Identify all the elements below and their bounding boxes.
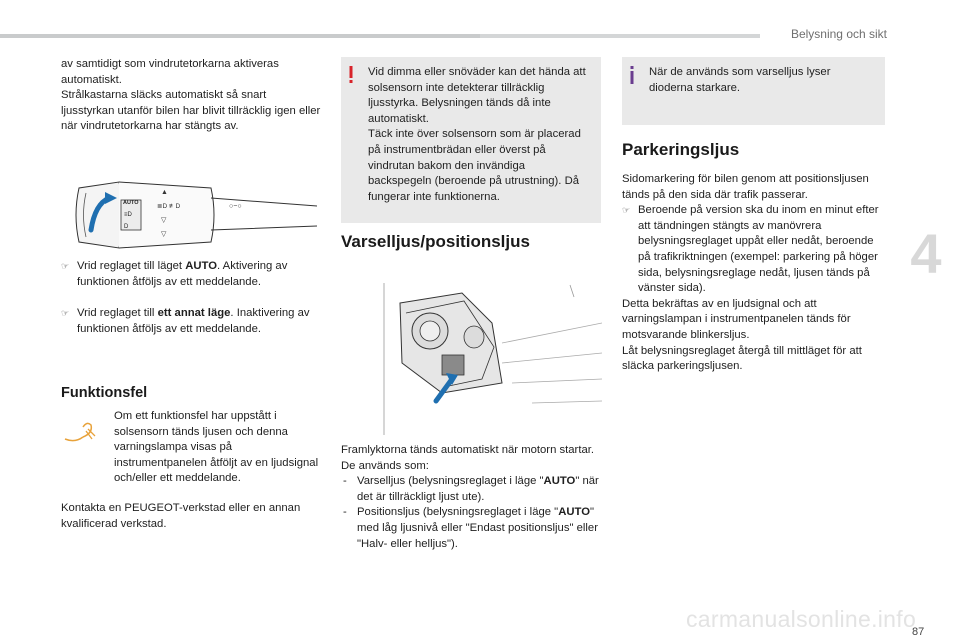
- pointer-bullet-icon: ☞: [622, 205, 631, 216]
- header-rule: [0, 34, 480, 38]
- dash-daytime: - Varselljus (belysningsreglaget i läge "AUTO" när det är tillräckligt ljust ute).: [343, 475, 599, 503]
- pointer-bullet-icon: ☞: [61, 261, 70, 271]
- svg-text:▲: ▲: [161, 189, 168, 196]
- stalk-bullets: [61, 259, 319, 337]
- pointer-bullet-icon: ☞: [61, 308, 70, 319]
- intro-text-1: av samtidigt som vindrutetorkarna aktiveras automatiskt.: [61, 58, 279, 86]
- svg-text:D: D: [124, 224, 129, 230]
- svg-text:▽: ▽: [161, 231, 167, 238]
- parking-para-1: Sidomarkering för bilen genom att positionsljusen tänds på den sida där trafik passerar.: [622, 173, 869, 201]
- daytime-para-1: Framlyktorna tänds automatiskt när motorn startar.: [341, 444, 595, 456]
- svg-text:≡D: ≡D: [124, 212, 132, 218]
- warning-exclamation-icon: [347, 66, 355, 84]
- intro-text-2: Strålkastarna släcks automatiskt så snart ljusstyrkan utanför bilen har blivit tillräcklig igen eller när vindrutetorkarna har stängts av.: [61, 89, 321, 133]
- header-rule-right: [480, 34, 760, 38]
- warning-box: [341, 57, 601, 223]
- svg-text:○−○: ○−○: [229, 203, 242, 210]
- svg-text:≣D ≢D: ≣D ≢D: [157, 203, 181, 210]
- daytime-para-2: De används som:: [341, 459, 429, 472]
- info-i-icon: [628, 66, 636, 84]
- parking-para-3: Låt belysningsreglaget återgå till mittläget för att släcka parkeringsljusen.: [622, 344, 862, 373]
- daytime-lights-heading: Varselljus/positionsljus: [341, 232, 530, 251]
- parking-para-2: Detta bekräftas av en ljudsignal och att varningslampan i instrumentpanelen tänds för motsvarande blinkersljus.: [622, 297, 851, 341]
- parking-bullet: ☞ Beroende på version ska du inom en minut efter att tändningen stängts av manövrera belysningsreglaget uppåt eller nedåt, beroende på trafikriktningen (exempel: parkering på höger sida, belysningsreglage nedåt, ljusen tänds på vänster sida).: [622, 204, 879, 295]
- contact-text: Kontakta en PEUGEOT-verkstad eller en annan kvalificerad verkstad.: [61, 502, 301, 530]
- section-title: Belysning och sikt: [790, 27, 887, 41]
- info-text: När de används som varselljus lyser dioderna starkare.: [649, 66, 831, 94]
- column-left: [61, 57, 321, 135]
- fault-block: [61, 409, 321, 499]
- bullet-other: ☞ Vrid reglaget till ett annat läge. Inaktivering av funktionen åtföljs av ett meddelande.: [61, 307, 310, 335]
- parking-lights-heading: Parkeringsljus: [622, 140, 740, 159]
- dash-position: - Positionsljus (belysningsreglaget i läge "AUTO" med låg ljusnivå eller "Endast positionsljus" eller "Halv- eller helljus").: [343, 506, 598, 550]
- watermark: carmanualsonline.info: [686, 606, 917, 632]
- warning-text-1: Vid dimma eller snöväder kan det hända att solsensorn inte detekterar tillräcklig ljusstyrka. Belysningen tänds då inte automatiskt.: [368, 66, 586, 125]
- daytime-lights-text: [341, 443, 601, 552]
- auto-label: AUTO: [123, 200, 139, 206]
- warning-text-2: Täck inte över solsensorn som är placerad på instrumentbrädan eller överst på vindrutan bakom den invändiga backspegeln (beroende på utrustning). Då fungerar inte funktionerna.: [368, 128, 581, 203]
- bullet-auto: ☞ Vrid reglaget till läget AUTO. Aktivering av funktionen åtföljs av ett meddelande.: [61, 260, 288, 288]
- page-number: 87: [912, 626, 925, 638]
- warning-lamp-headlight-icon: [61, 417, 99, 447]
- svg-text:▽: ▽: [161, 217, 167, 224]
- lighting-stalk-illustration: [61, 168, 319, 263]
- headlamp-illustration: [382, 283, 602, 435]
- chapter-number: 4: [910, 222, 942, 285]
- fault-text: Om ett funktionsfel har uppstått i solsensorn tänds ljusen och denna varningslampa visas på instrumentpanelen åtföljt av en ljudsignal och/eller ett meddelande.: [114, 410, 319, 485]
- fault-heading: Funktionsfel: [61, 385, 148, 401]
- info-box: [622, 57, 885, 125]
- parking-lights-text: [622, 172, 885, 375]
